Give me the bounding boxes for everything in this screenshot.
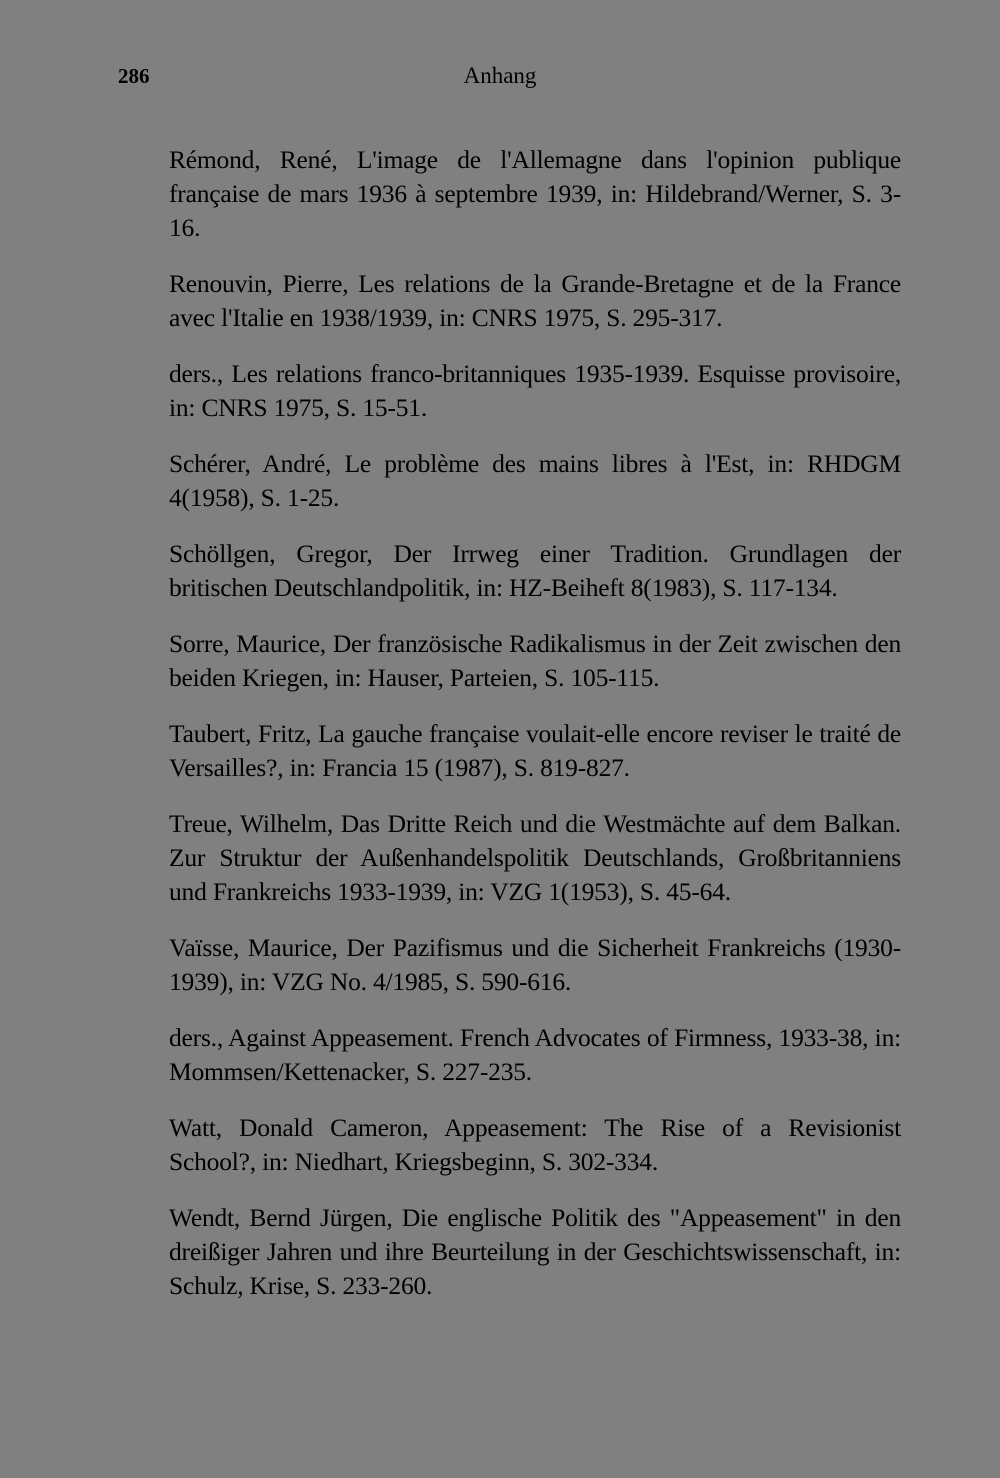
- bibliography-entry: Rémond, René, L'image de l'Allemagne dans l'opinion publique française de mars 1936 à septembre 1939, in: Hildebrand/Werner, S. 3-16.: [169, 145, 901, 242]
- bibliography-entry: Taubert, Fritz, La gauche française voulait-elle encore reviser le traité de Versailles?, in: Francia 15 (1987), S. 819-827.: [169, 719, 901, 782]
- bibliography-entry: Schérer, André, Le problème des mains libres à l'Est, in: RHDGM 4(1958), S. 1-25.: [169, 449, 901, 512]
- bibliography-entry: Schöllgen, Gregor, Der Irrweg einer Tradition. Grundlagen der britischen Deutschlandpolitik, in: HZ-Beiheft 8(1983), S. 117-134.: [169, 539, 901, 602]
- bibliography-entry: Wendt, Bernd Jürgen, Die englische Politik des "Appeasement" in den dreißiger Jahren und ihre Beurteilung in der Geschichtswissenschaft, in: Schulz, Krise, S. 233-260.: [169, 1203, 901, 1300]
- bibliography-entry: ders., Les relations franco-britanniques 1935-1939. Esquisse provisoire, in: CNRS 1975, S. 15-51.: [169, 359, 901, 422]
- running-head: Anhang: [463, 63, 537, 88]
- page-number: 286: [118, 64, 150, 88]
- bibliography-entry: Watt, Donald Cameron, Appeasement: The Rise of a Revisionist School?, in: Niedhart, Kriegsbeginn, S. 302-334.: [169, 1113, 901, 1176]
- bibliography-entry: Vaïsse, Maurice, Der Pazifismus und die Sicherheit Frankreichs (1930-1939), in: VZG No. 4/1985, S. 590-616.: [169, 933, 901, 996]
- bibliography-list: [169, 143, 901, 1325]
- bibliography-entry: Renouvin, Pierre, Les relations de la Grande-Bretagne et de la France avec l'Italie en 1938/1939, in: CNRS 1975, S. 295-317.: [169, 269, 901, 332]
- bibliography-entry: ders., Against Appeasement. French Advocates of Firmness, 1933-38, in: Mommsen/Kettenacker, S. 227-235.: [169, 1023, 901, 1086]
- bibliography-entry: Treue, Wilhelm, Das Dritte Reich und die Westmächte auf dem Balkan. Zur Struktur der Außenhandelspolitik Deutschlands, Großbritanniens und Frankreichs 1933-1939, in: VZG 1(1953), S. 45-64.: [169, 809, 901, 906]
- bibliography-entry: Sorre, Maurice, Der französische Radikalismus in der Zeit zwischen den beiden Kriegen, in: Hauser, Parteien, S. 105-115.: [169, 629, 901, 692]
